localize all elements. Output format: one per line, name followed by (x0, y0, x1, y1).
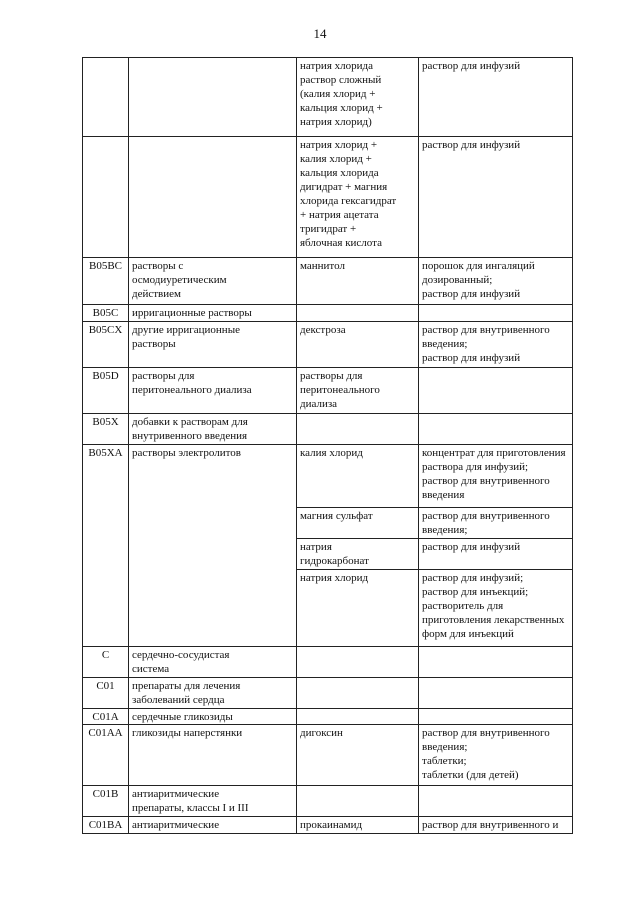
drug-name-cell (297, 647, 419, 678)
anatomical-group-cell: сердечные гликозиды (129, 709, 297, 725)
atc-code-cell: B05C (83, 305, 129, 322)
atc-code-cell: B05XA (83, 445, 129, 647)
dosage-form-cell (419, 678, 573, 709)
drug-name-cell: натрия хлорида раствор сложный (калия хлорид + кальция хлорид + натрия хлорид) (297, 58, 419, 137)
atc-code-cell: B05BC (83, 258, 129, 305)
anatomical-group-cell: растворы электролитов (129, 445, 297, 647)
dosage-form-cell (419, 709, 573, 725)
table-row (83, 368, 573, 414)
atc-code-cell: C01 (83, 678, 129, 709)
table-row (83, 786, 573, 817)
dosage-form-cell: раствор для инфузий (419, 539, 573, 570)
atc-code-cell: C01A (83, 709, 129, 725)
dosage-form-cell: раствор для внутривенного введения; раствор для инфузий (419, 322, 573, 368)
page-number: 14 (313, 26, 327, 41)
table-row (83, 305, 573, 322)
atc-code-cell: C01B (83, 786, 129, 817)
atc-code-cell: C01BA (83, 817, 129, 834)
dosage-form-cell: концентрат для приготовления раствора для инфузий; раствор для внутривенного введения (419, 445, 573, 508)
anatomical-group-cell: антиаритмические препараты, классы I и III (129, 786, 297, 817)
anatomical-group-cell: гликозиды наперстянки (129, 725, 297, 786)
atc-code-cell (83, 137, 129, 258)
drug-name-cell: прокаинамид (297, 817, 419, 834)
drug-name-cell (297, 305, 419, 322)
drug-name-cell (297, 786, 419, 817)
atc-code-cell: C (83, 647, 129, 678)
dosage-form-cell: порошок для ингаляций дозированный; раствор для инфузий (419, 258, 573, 305)
dosage-form-cell: раствор для инфузий (419, 58, 573, 137)
table-row (83, 445, 573, 508)
drug-name-cell: натрия гидрокарбонат (297, 539, 419, 570)
anatomical-group-cell: сердечно-сосудистая система (129, 647, 297, 678)
drug-name-cell (297, 678, 419, 709)
anatomical-group-cell (129, 58, 297, 137)
table-row (83, 678, 573, 709)
atc-code-cell (83, 58, 129, 137)
table-row (83, 137, 573, 258)
dosage-form-cell: раствор для внутривенного введения; таблетки; таблетки (для детей) (419, 725, 573, 786)
table-row (83, 647, 573, 678)
anatomical-group-cell: препараты для лечения заболеваний сердца (129, 678, 297, 709)
drug-name-cell: натрия хлорид + калия хлорид + кальция хлорида дигидрат + магния хлорида гексагидрат + натрия ацетата тригидрат + яблочная кислота (297, 137, 419, 258)
drug-name-cell: магния сульфат (297, 508, 419, 539)
drug-name-cell: растворы для перитонеального диализа (297, 368, 419, 414)
dosage-form-cell: раствор для инфузий; раствор для инъекций; растворитель для приготовления лекарственных форм для инъекций (419, 570, 573, 647)
drug-name-cell (297, 709, 419, 725)
dosage-form-cell (419, 305, 573, 322)
anatomical-group-cell: другие ирригационные растворы (129, 322, 297, 368)
drug-name-cell (297, 414, 419, 445)
dosage-form-cell (419, 786, 573, 817)
anatomical-group-cell: добавки к растворам для внутривенного введения (129, 414, 297, 445)
drug-name-cell: дигоксин (297, 725, 419, 786)
anatomical-group-cell: растворы для перитонеального диализа (129, 368, 297, 414)
drug-name-cell: калия хлорид (297, 445, 419, 508)
atc-code-cell: B05X (83, 414, 129, 445)
table-row (83, 725, 573, 786)
anatomical-group-cell: растворы с осмодиуретическим действием (129, 258, 297, 305)
atc-code-cell: C01AA (83, 725, 129, 786)
table-row (83, 58, 573, 137)
dosage-form-cell: раствор для инфузий (419, 137, 573, 258)
dosage-form-cell: раствор для внутривенного и (419, 817, 573, 834)
table-row (83, 817, 573, 834)
drug-name-cell: маннитол (297, 258, 419, 305)
drug-table (82, 57, 573, 834)
table-row (83, 322, 573, 368)
dosage-form-cell: раствор для внутривенного введения; (419, 508, 573, 539)
dosage-form-cell (419, 368, 573, 414)
dosage-form-cell (419, 647, 573, 678)
anatomical-group-cell: ирригационные растворы (129, 305, 297, 322)
table-row (83, 709, 573, 725)
dosage-form-cell (419, 414, 573, 445)
anatomical-group-cell (129, 137, 297, 258)
anatomical-group-cell: антиаритмические (129, 817, 297, 834)
table-row (83, 414, 573, 445)
drug-name-cell: натрия хлорид (297, 570, 419, 647)
atc-code-cell: B05D (83, 368, 129, 414)
drug-name-cell: декстроза (297, 322, 419, 368)
table-row (83, 258, 573, 305)
atc-code-cell: B05CX (83, 322, 129, 368)
